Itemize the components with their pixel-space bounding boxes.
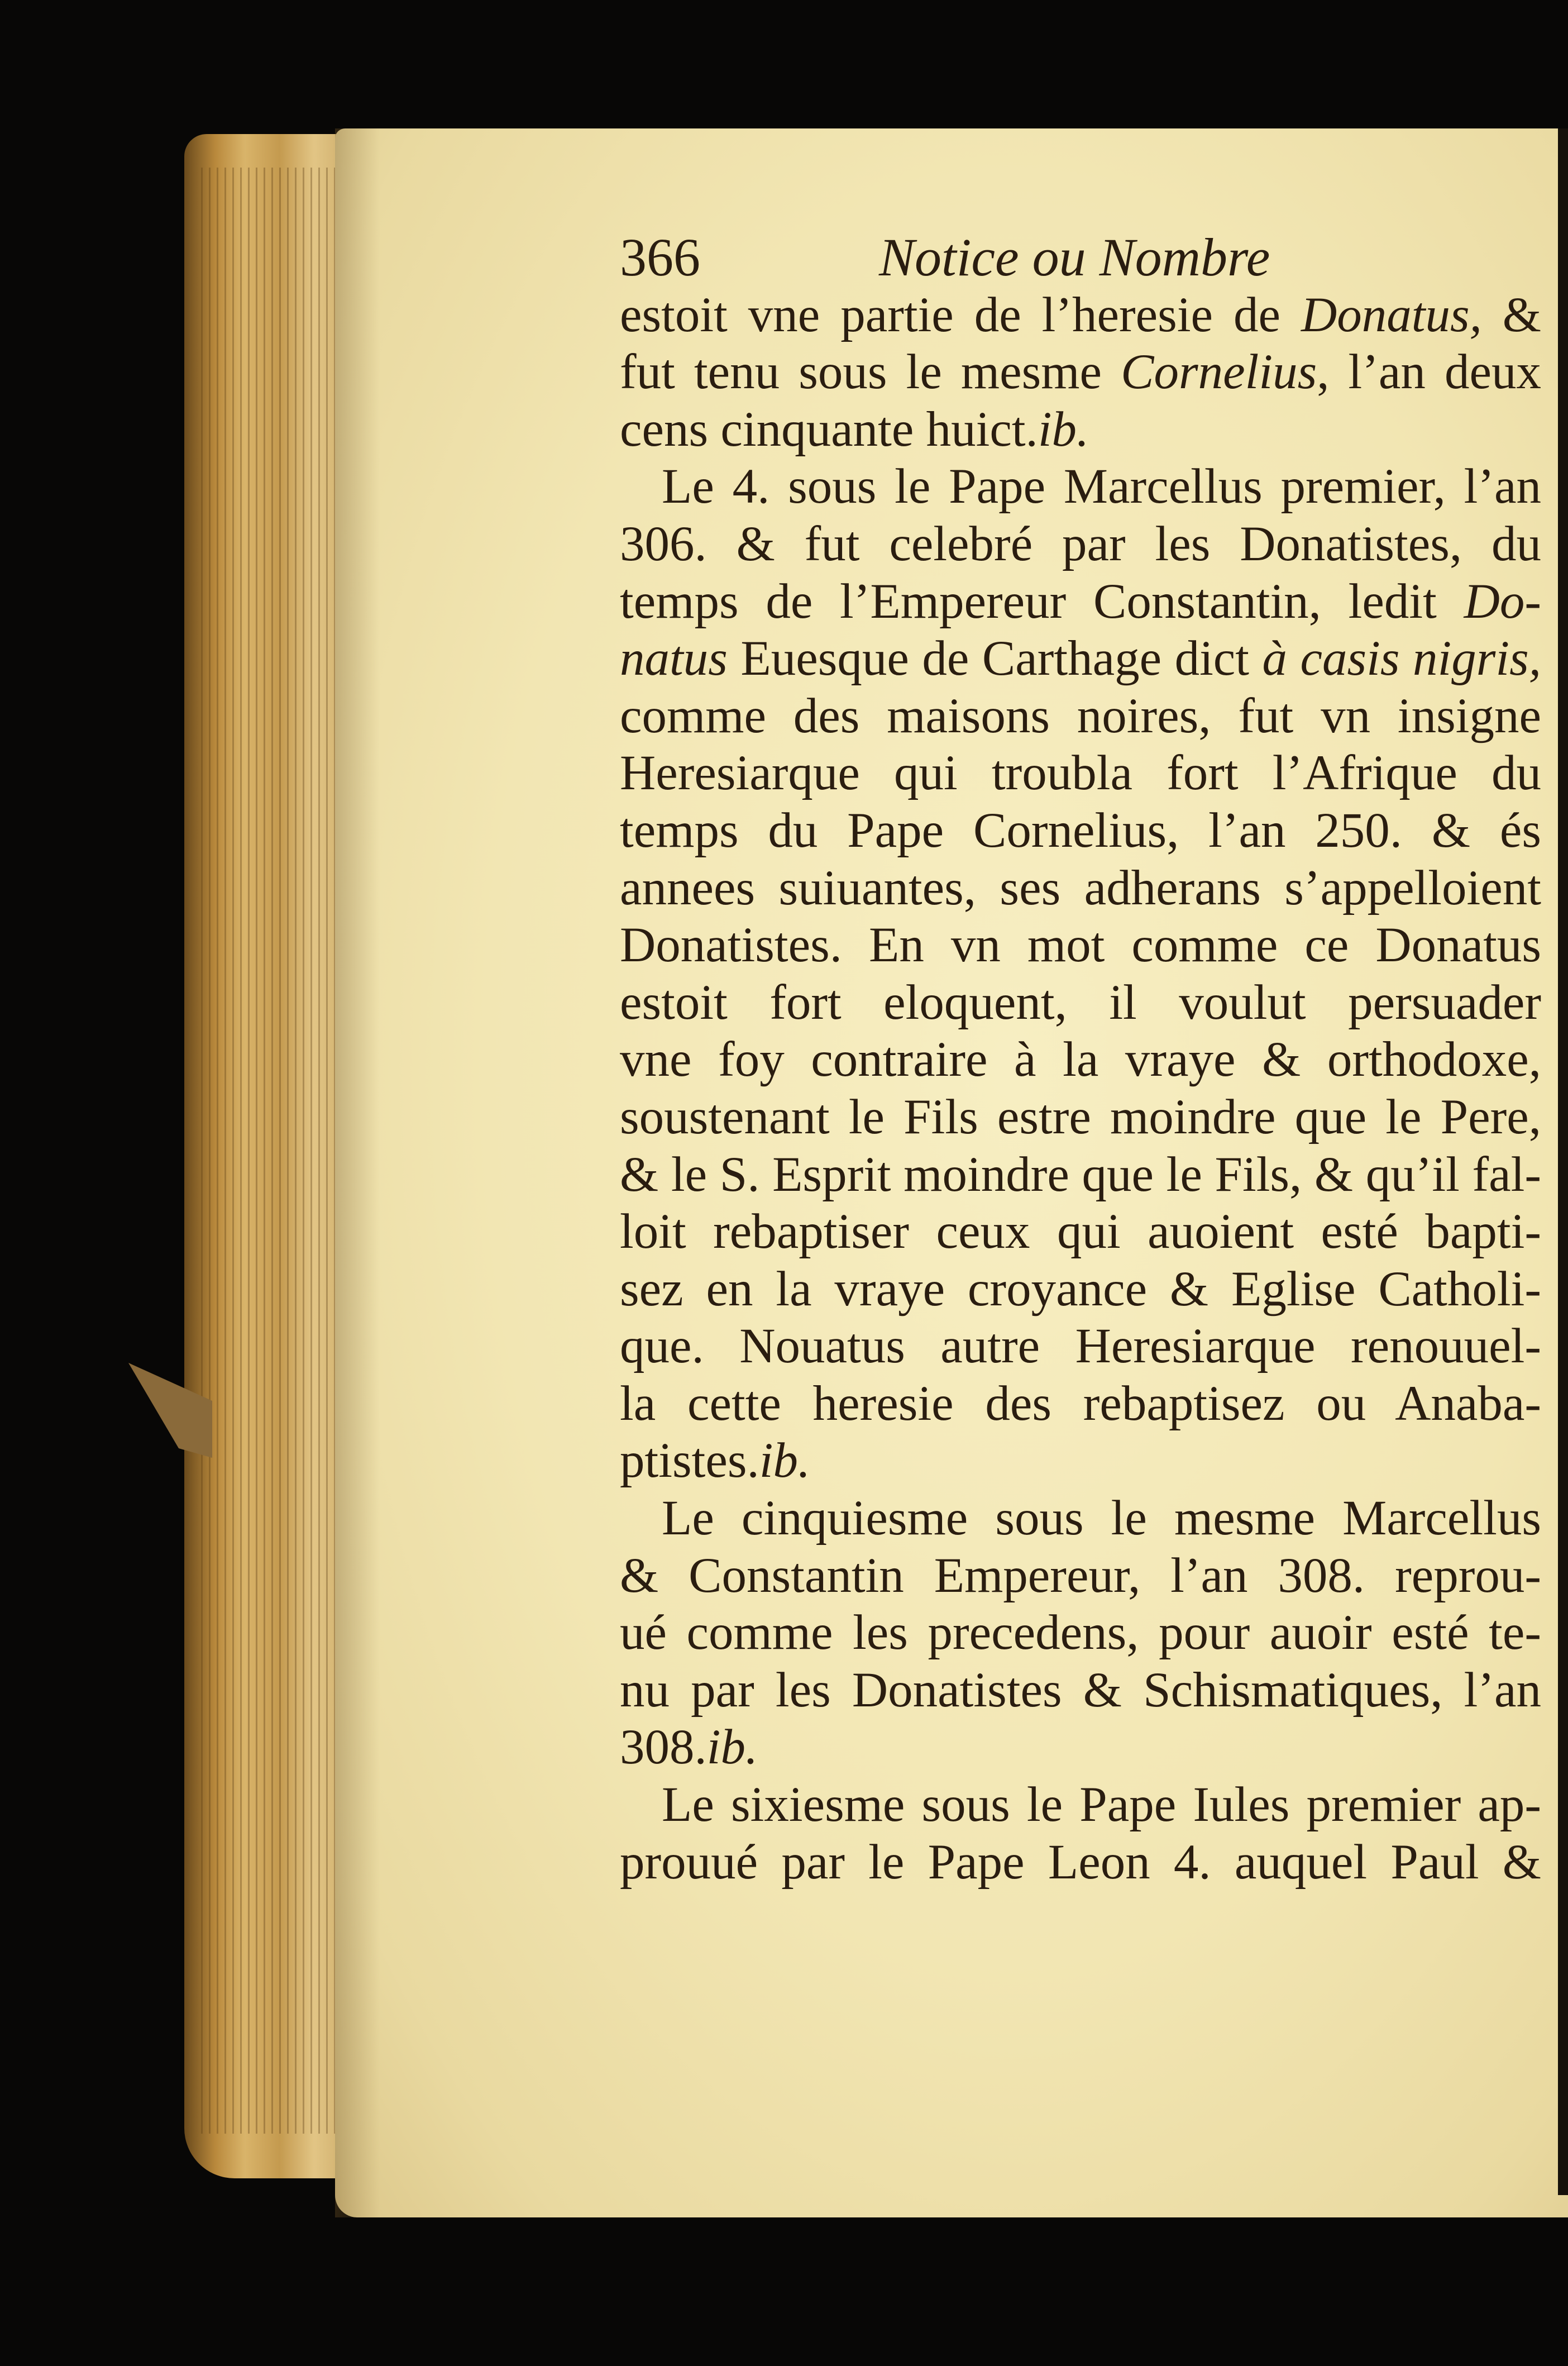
text-line — [620, 1146, 1541, 1204]
text-run: Le cinquiesme sous le mesme Marcellus — [662, 1491, 1541, 1546]
text-run: fut tenu sous le mesme — [620, 345, 1121, 400]
italic-text: ib. — [1038, 402, 1089, 457]
text-run: que. Nouatus autre Heresiarque renouuel- — [620, 1319, 1541, 1374]
text-line — [620, 688, 1541, 745]
text-run: sez en la vraye croyance & Eglise Catholi- — [620, 1261, 1541, 1316]
text-run: & — [1481, 287, 1541, 342]
text-line — [620, 1490, 1541, 1547]
text-run: ué comme les precedens, pour auoir esté te- — [620, 1605, 1541, 1661]
text-run: loit rebaptiser ceux qui auoient esté bapti- — [620, 1204, 1541, 1260]
text-run: temps de l’Empereur Constantin, ledit — [620, 574, 1464, 629]
text-run: la cette heresie des rebaptisez ou Anaba- — [620, 1376, 1541, 1431]
text-run: & Constantin Empereur, l’an 308. reprou- — [620, 1548, 1541, 1603]
text-line — [620, 1776, 1541, 1834]
page-text-block — [620, 229, 1541, 1891]
text-run: 308. — [620, 1720, 707, 1775]
text-run: nu par les Donatistes & Schismatiques, l’an — [620, 1662, 1541, 1718]
running-title: Notice ou Nombre — [879, 227, 1270, 287]
text-line — [620, 1547, 1541, 1605]
text-line — [620, 1719, 1541, 1776]
text-run: 306. & fut celebré par les Donatistes, du — [620, 516, 1541, 571]
page-edges — [201, 168, 341, 2134]
text-run: annees suiuantes, ses adherans s’appelloient — [620, 860, 1541, 915]
text-run: Le sixiesme sous le Pape Iules premier ap- — [662, 1777, 1541, 1833]
text-line — [620, 745, 1541, 802]
text-run: Le 4. sous le Pape Marcellus premier, l’an — [662, 459, 1541, 514]
italic-text: ib. — [706, 1720, 758, 1775]
text-line — [620, 1375, 1541, 1433]
text-line — [620, 860, 1541, 917]
text-line — [620, 401, 1541, 459]
page-number: 366 — [620, 227, 700, 287]
text-line — [620, 1261, 1541, 1318]
italic-text: à casis nigris, — [1262, 631, 1541, 686]
text-line — [620, 1834, 1541, 1891]
text-line — [620, 630, 1541, 688]
italic-text: Do- — [1464, 574, 1541, 629]
text-run: Euesque de Carthage dict — [727, 631, 1263, 686]
text-run: prouué par le Pape Leon 4. auquel Paul & — [620, 1834, 1541, 1890]
text-line — [620, 917, 1541, 974]
text-line — [620, 1203, 1541, 1261]
text-run: Heresiarque qui troubla fort l’Afrique du — [620, 746, 1541, 801]
italic-text: Cornelius — [1121, 345, 1317, 400]
text-line — [620, 1089, 1541, 1146]
text-line — [620, 802, 1541, 860]
text-run: cens cinquante huict. — [620, 402, 1038, 457]
text-run: soustenant le Fils estre moindre que le Pere, — [620, 1089, 1541, 1144]
text-line — [620, 516, 1541, 573]
italic-text: ib. — [759, 1433, 811, 1489]
text-run: estoit vne partie de l’heresie de — [620, 287, 1301, 342]
text-line — [620, 287, 1541, 344]
text-line — [620, 1604, 1541, 1662]
text-run: Donatistes. En vn mot comme ce Donatus — [620, 918, 1541, 973]
text-run: , l’an deux — [1317, 345, 1541, 400]
page-gutter-shadow — [335, 128, 380, 2217]
text-line — [620, 1031, 1541, 1089]
text-run: ptistes. — [620, 1433, 759, 1489]
text-line — [620, 1432, 1541, 1490]
text-run: estoit fort eloquent, il voulut persuader — [620, 975, 1541, 1030]
text-line — [620, 344, 1541, 401]
text-run: vne foy contraire à la vraye & orthodoxe, — [620, 1032, 1541, 1087]
italic-text: natus — [620, 631, 728, 686]
text-line — [620, 1318, 1541, 1375]
text-run: comme des maisons noires, fut vn insigne — [620, 688, 1541, 743]
text-line — [620, 974, 1541, 1032]
facing-page-edge — [1558, 128, 1568, 2195]
running-head — [620, 229, 1541, 287]
text-line — [620, 1662, 1541, 1719]
body-text — [620, 287, 1541, 1891]
text-run: temps du Pape Cornelius, l’an 250. & és — [620, 803, 1541, 858]
text-line — [620, 458, 1541, 516]
text-run: & le S. Esprit moindre que le Fils, & qu’il fal- — [620, 1147, 1541, 1202]
text-line — [620, 573, 1541, 631]
italic-text: Donatus, — [1301, 287, 1482, 342]
